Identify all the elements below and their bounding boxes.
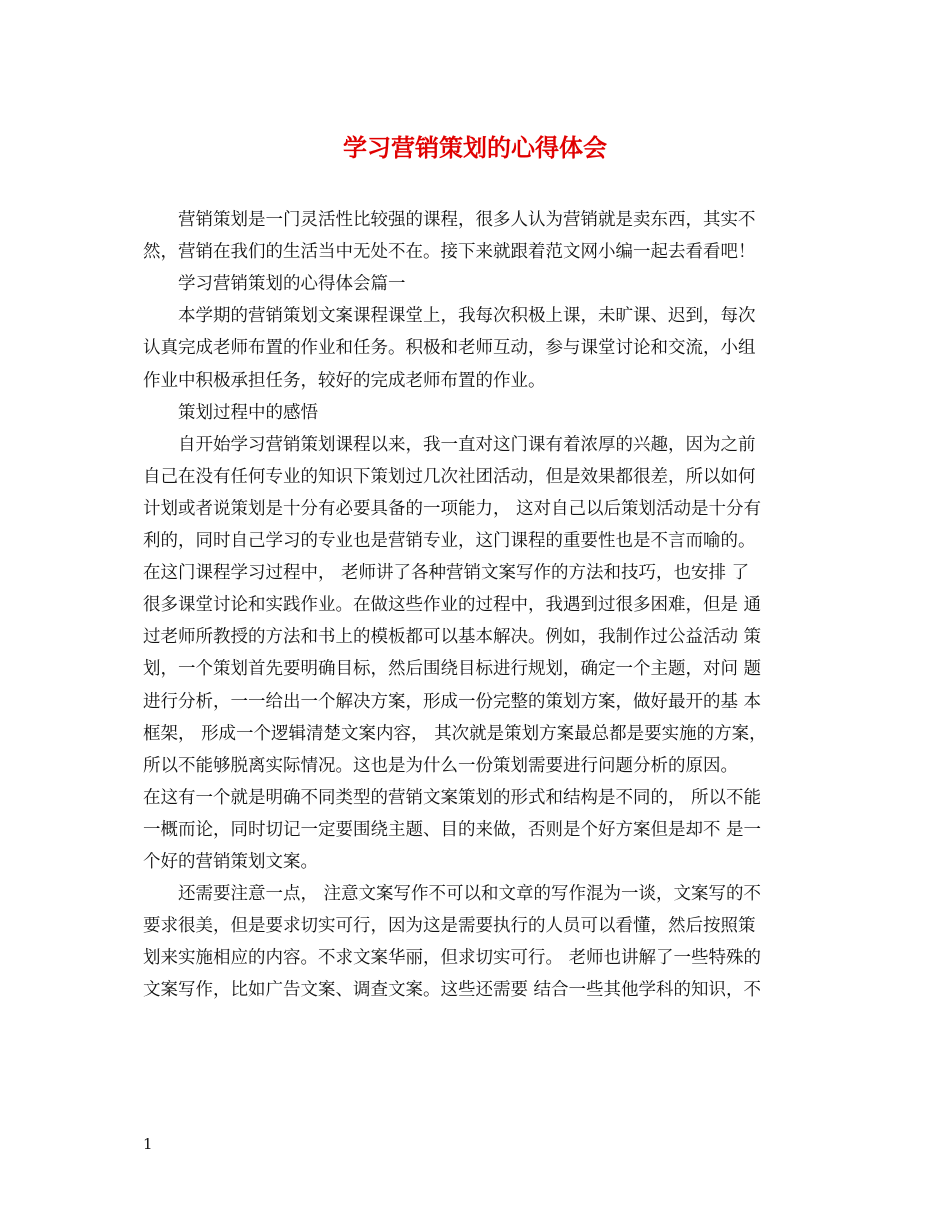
body-text-line: 作业中积极承担任务，较好的完成老师布置的作业。: [143, 370, 546, 391]
body-text-line: 计划或者说策划是十分有必要具备的一项能力， 这对自己以后策划活动是十分有: [143, 498, 762, 519]
body-text-line: 划来实施相应的内容。不求文案华丽，但求切实可行。 老师也讲解了一些特殊的: [143, 948, 762, 969]
body-text-line: 利的，同时自己学习的专业也是营销专业，这门课程的重要性也是不言而喻的。: [143, 531, 756, 551]
body-text-line: 文案写作，比如广告文案、调查文案。这些还需要 结合一些其他学科的知识，不: [143, 980, 762, 1001]
body-text-line: 认真完成老师布置的作业和任务。积极和老师互动，参与课堂讨论和交流，小组: [143, 338, 756, 359]
body-text-line: 营销策划是一门灵活性比较强的课程，很多人认为营销就是卖东西，其实不: [143, 210, 756, 230]
body-text-line: 策划过程中的感悟: [143, 402, 318, 423]
body-text-line: 划，一个策划首先要明确目标，然后围绕目标进行规划，确定一个主题，对问 题: [143, 659, 762, 680]
body-text-line: 所以不能够脱离实际情况。这也是为什么一份策划需要进行问题分析的原因。: [143, 755, 738, 776]
body-text-line: 很多课堂讨论和实践作业。在做这些作业的过程中，我遇到过很多困难，但是 通: [143, 595, 762, 616]
body-text-line: 自开始学习营销策划课程以来，我一直对这门课有着浓厚的兴趣，因为之前: [143, 434, 756, 455]
body-text-line: 然，营销在我们的生活当中无处不在。接下来就跟着范文网小编一起去看看吧！: [143, 242, 756, 263]
body-text-line: 在这有一个就是明确不同类型的营销文案策划的形式和结构是不同的， 所以不能: [143, 787, 762, 808]
body-text-line: 本学期的营销策划文案课程课堂上，我每次积极上课，未旷课、迟到，每次: [143, 306, 756, 327]
body-text-line: 个好的营销策划文案。: [143, 852, 318, 872]
body-text-line: 在这门课程学习过程中， 老师讲了各种营销文案写作的方法和技巧，也安排 了: [143, 563, 750, 584]
body-text-line: 要求很美，但是要求切实可行，因为这是需要执行的人员可以看懂，然后按照策: [143, 916, 756, 937]
page-number: 1: [143, 1135, 153, 1153]
document-title: 学习营销策划的心得体会: [343, 133, 607, 162]
body-text-line: 过老师所教授的方法和书上的模板都可以基本解决。例如，我制作过公益活动 策: [143, 627, 762, 648]
body-text-line: 一概而论，同时切记一定要围绕主题、目的来做，否则是个好方案但是却不 是一: [143, 819, 762, 840]
body-text-line: 还需要注意一点， 注意文案写作不可以和文章的写作混为一谈，文案写的不: [143, 884, 762, 905]
body-text-line: 自己在没有任何专业的知识下策划过几次社团活动，但是效果都很差，所以如何: [143, 466, 756, 487]
body-text-line: 学习营销策划的心得体会篇一: [143, 274, 406, 295]
body-text-line: 进行分析，一一给出一个解决方案，形成一份完整的策划方案，做好最开的基 本: [143, 691, 762, 712]
body-text-line: 框架， 形成一个逻辑清楚文案内容， 其次就是策划方案最总都是要实施的方案，: [143, 723, 767, 744]
